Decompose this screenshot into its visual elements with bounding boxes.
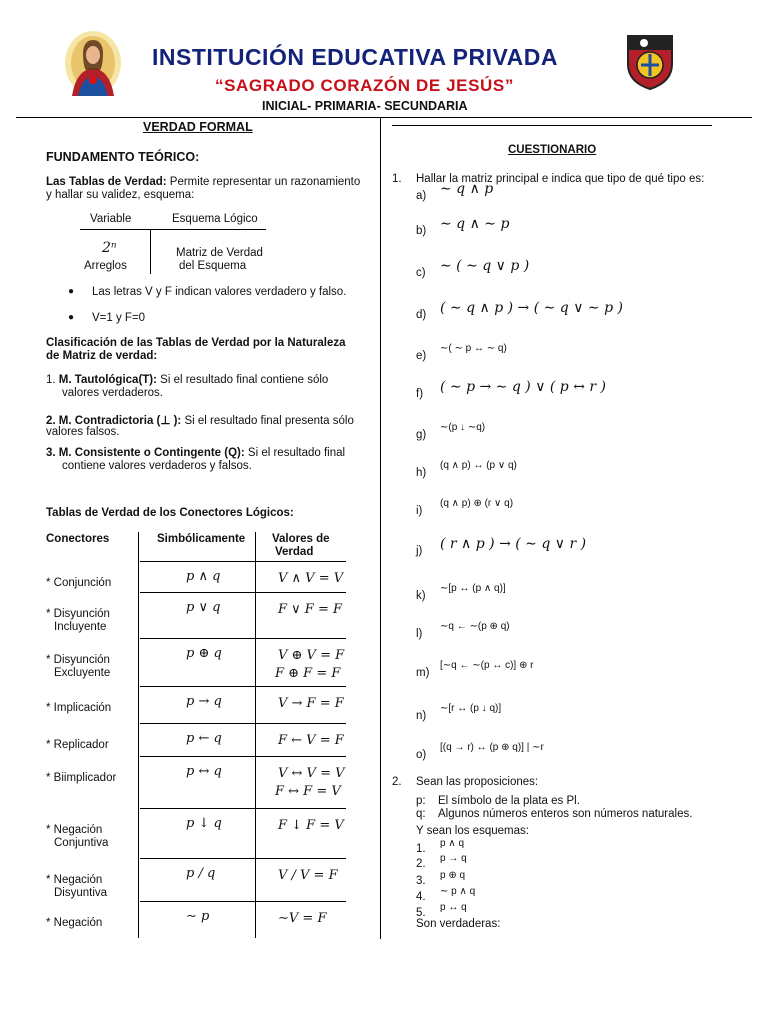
prop-value: El símbolo de la plata es Pl. bbox=[438, 795, 580, 807]
connector-name-2: Excluyente bbox=[54, 667, 111, 679]
fundamento-heading: FUNDAMENTO TEÓRICO: bbox=[46, 150, 200, 164]
scheme-arreglos: Arreglos bbox=[84, 260, 127, 272]
question-item-label: d) bbox=[416, 309, 427, 321]
clasif-item-cont: valores verdaderos. bbox=[62, 387, 163, 399]
clasif-item-cont: contiene valores verdaderos y falsos. bbox=[62, 460, 252, 472]
scheme-matriz-2: del Esquema bbox=[179, 260, 247, 272]
esquemas-heading: Y sean los esquemas: bbox=[416, 825, 529, 837]
connector-symbol: p → q bbox=[186, 694, 222, 709]
scheme-variable-label: Variable bbox=[90, 213, 132, 225]
connector-value-2: F ↔ F = V bbox=[275, 784, 341, 799]
esquema-expression: p ↔ q bbox=[440, 902, 467, 913]
bullet-text: V=1 y F=0 bbox=[92, 312, 146, 324]
esquema-number: 3. bbox=[416, 875, 426, 887]
connector-value: F ↓ F = V bbox=[278, 818, 344, 833]
question-item-expression: (q ∧ p) ↔ (p ∨ q) bbox=[440, 460, 517, 471]
scheme-rule bbox=[80, 229, 266, 230]
prop-value: Algunos números enteros son números naturales. bbox=[438, 808, 693, 820]
esquema-expression: p → q bbox=[440, 853, 467, 864]
question-item-expression: ∼ q ∧ ∼ p bbox=[440, 216, 510, 232]
connector-value: V ↔ V = V bbox=[278, 766, 345, 781]
connector-symbol: ∼ p bbox=[186, 909, 210, 924]
question-item-label: m) bbox=[416, 667, 430, 679]
scheme-matriz-1: Matriz de Verdad bbox=[176, 247, 263, 259]
question-item-expression: ( r ∧ p ) → ( ∼ q ∨ r ) bbox=[440, 536, 587, 552]
question-item-expression: ∼q ← ∼(p ⊕ q) bbox=[440, 621, 510, 632]
question-item-expression: ∼( ∼ p ↔ ∼ q) bbox=[440, 343, 507, 354]
connector-value: F ← V = F bbox=[278, 733, 344, 748]
table-vrule-1 bbox=[138, 532, 139, 938]
table-header-simbolicamente: Simbólicamente bbox=[157, 533, 246, 545]
table-row-rule bbox=[140, 723, 346, 724]
connector-name: * Negación bbox=[46, 917, 103, 929]
institution-title: INSTITUCIÓN EDUCATIVA PRIVADA bbox=[152, 44, 558, 70]
question-1: Hallar la matriz principal e indica que tipo de qué tipo es: bbox=[416, 173, 705, 185]
table-row-rule bbox=[140, 638, 346, 639]
clasif-item: 2. M. Contradictoria (⊥ ): Si el resultado final presenta sólo bbox=[46, 415, 354, 427]
table-header-conectores: Conectores bbox=[46, 533, 110, 545]
connector-name-2: Disyuntiva bbox=[54, 887, 108, 899]
connector-value-2: F ⊕ F = F bbox=[275, 666, 341, 681]
question-item-label: e) bbox=[416, 350, 427, 362]
esquema-number: 1. bbox=[416, 843, 426, 855]
bullet-text: Las letras V y F indican valores verdadero y falso. bbox=[92, 286, 347, 298]
esquema-expression: p ∧ q bbox=[440, 838, 464, 849]
connector-name: * Disyunción bbox=[46, 608, 110, 620]
question-item-label: o) bbox=[416, 749, 427, 761]
question-item-expression: [∼q ← ∼(p ↔ c)] ⊕ r bbox=[440, 660, 534, 671]
clasificacion-heading-2: de Matriz de verdad: bbox=[46, 350, 158, 362]
question-item-expression: ∼[p ↔ (p ∧ q)] bbox=[440, 583, 506, 594]
question-item-expression: ( ∼ p → ∼ q ) ∨ ( p ↔ r ) bbox=[440, 379, 606, 395]
connector-symbol: p ∨ q bbox=[186, 600, 221, 615]
question-item-label: l) bbox=[416, 628, 423, 640]
table-row-rule bbox=[140, 756, 346, 757]
question-item-label: b) bbox=[416, 225, 427, 237]
connector-value: V ⊕ V = F bbox=[278, 648, 345, 663]
table-row-rule bbox=[140, 686, 346, 687]
question-item-label: a) bbox=[416, 190, 427, 202]
bullet-icon: ● bbox=[68, 312, 75, 323]
connector-name: * Negación bbox=[46, 824, 103, 836]
table-row-rule bbox=[140, 858, 346, 859]
question-2: Sean las proposiciones: bbox=[416, 776, 539, 788]
section-title: VERDAD FORMAL bbox=[143, 120, 253, 134]
question-item-label: j) bbox=[416, 545, 423, 557]
question-item-expression: (q ∧ p) ⊕ (r ∨ q) bbox=[440, 498, 514, 509]
tablas-intro: Las Tablas de Verdad: Permite representar un razonamiento bbox=[46, 176, 361, 188]
table-row-rule bbox=[140, 901, 346, 902]
question-item-label: f) bbox=[416, 388, 424, 400]
scheme-power: 2ⁿ bbox=[102, 240, 117, 256]
question-item-expression: ( ∼ q ∧ p ) → ( ∼ q ∨ ∼ p ) bbox=[440, 300, 623, 316]
connector-name-2: Conjuntiva bbox=[54, 837, 109, 849]
question-item-expression: ∼ ( ∼ q ∨ p ) bbox=[440, 258, 530, 274]
prop-key: q: bbox=[416, 808, 426, 820]
right-top-rule bbox=[392, 125, 712, 126]
bullet-icon: ● bbox=[68, 286, 75, 297]
connector-symbol: p / q bbox=[186, 866, 216, 881]
header-rule bbox=[16, 117, 752, 118]
esquema-expression: p ⊕ q bbox=[440, 870, 466, 881]
question-item-expression: ∼ q ∧ p bbox=[440, 181, 494, 197]
question-item-expression: ∼(p ↓ ∼q) bbox=[440, 422, 486, 433]
table-header-verdad: Verdad bbox=[275, 546, 314, 558]
connector-symbol: p ⊕ q bbox=[186, 646, 222, 661]
connector-value: V → F = F bbox=[278, 696, 344, 711]
table-header-valores: Valores de bbox=[272, 533, 330, 545]
institution-subtitle: “SAGRADO CORAZÓN DE JESÚS” bbox=[215, 76, 514, 95]
scheme-vrule bbox=[150, 229, 151, 274]
connector-value: ∼V = F bbox=[278, 911, 327, 926]
connector-value: F ∨ F = F bbox=[278, 602, 342, 617]
connector-name-2: Incluyente bbox=[54, 621, 107, 633]
table-row-rule bbox=[140, 808, 346, 809]
tablas-intro-2: y hallar su validez, esquema: bbox=[46, 189, 195, 201]
scheme-esquema-label: Esquema Lógico bbox=[172, 213, 258, 225]
question-item-label: h) bbox=[416, 467, 427, 479]
connector-name: * Disyunción bbox=[46, 654, 110, 666]
connector-name: * Replicador bbox=[46, 739, 109, 751]
conectores-heading: Tablas de Verdad de los Conectores Lógicos: bbox=[46, 507, 294, 519]
connector-symbol: p ∧ q bbox=[186, 569, 221, 584]
connector-name: * Biimplicador bbox=[46, 772, 117, 784]
question-item-label: i) bbox=[416, 505, 423, 517]
esquema-number: 5. bbox=[416, 907, 426, 919]
connector-symbol: p ↔ q bbox=[186, 764, 222, 779]
question-item-label: g) bbox=[416, 429, 427, 441]
prop-key: p: bbox=[416, 795, 426, 807]
esquema-number: 2. bbox=[416, 858, 426, 870]
connector-value: V ∧ V = V bbox=[278, 571, 344, 586]
connector-symbol: p ↓ q bbox=[186, 816, 222, 831]
connector-value: V / V = F bbox=[278, 868, 338, 883]
question-item-expression: ∼[r ↔ (p ↓ q)] bbox=[440, 703, 502, 714]
sacred-heart-logo bbox=[64, 30, 122, 96]
question-item-label: k) bbox=[416, 590, 426, 602]
institution-levels: INICIAL- PRIMARIA- SECUNDARIA bbox=[262, 99, 468, 113]
esquema-number: 4. bbox=[416, 891, 426, 903]
question-number: 2. bbox=[392, 776, 402, 788]
question-item-label: n) bbox=[416, 710, 427, 722]
clasificacion-heading: Clasificación de las Tablas de Verdad por la Naturaleza bbox=[46, 337, 346, 349]
question-item-label: c) bbox=[416, 267, 426, 279]
question-number: 1. bbox=[392, 173, 402, 185]
connector-name: * Implicación bbox=[46, 702, 112, 714]
table-row-rule bbox=[140, 561, 346, 562]
esquema-expression: ∼ p ∧ q bbox=[440, 886, 476, 897]
school-crest-logo bbox=[626, 34, 674, 90]
clasif-item-cont: valores falsos. bbox=[46, 426, 120, 438]
connector-name: * Conjunción bbox=[46, 577, 112, 589]
question-item-expression: [(q → r) ↔ (p ⊕ q)] | ∼r bbox=[440, 742, 544, 753]
clasif-item: 3. M. Consistente o Contingente (Q): Si el resultado final bbox=[46, 447, 346, 459]
final-text: Son verdaderas: bbox=[416, 918, 501, 930]
column-divider bbox=[380, 117, 381, 939]
connector-name: * Negación bbox=[46, 874, 103, 886]
table-row-rule bbox=[140, 592, 346, 593]
connector-symbol: p ← q bbox=[186, 731, 222, 746]
clasif-item: 1. M. Tautológica(T): Si el resultado final contiene sólo bbox=[46, 374, 329, 386]
cuestionario-title: CUESTIONARIO bbox=[508, 144, 597, 156]
